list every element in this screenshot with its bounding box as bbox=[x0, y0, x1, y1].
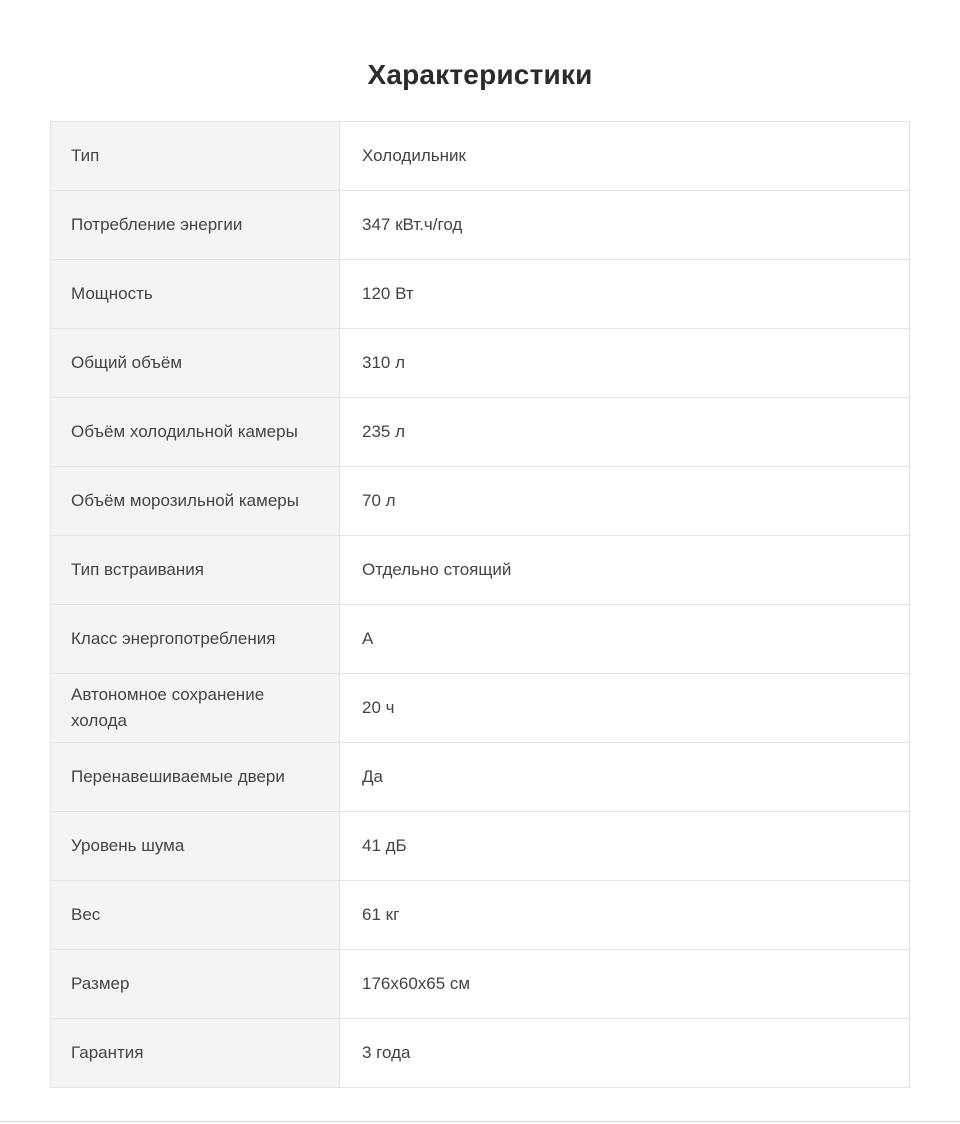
spec-value: 70 л bbox=[340, 467, 910, 536]
spec-label: Класс энергопотребления bbox=[51, 605, 340, 674]
spec-value: 120 Вт bbox=[340, 260, 910, 329]
spec-value: Да bbox=[340, 743, 910, 812]
bottom-divider bbox=[0, 1121, 960, 1122]
spec-label: Вес bbox=[51, 881, 340, 950]
spec-value: 3 года bbox=[340, 1019, 910, 1088]
spec-value: Отдельно стоящий bbox=[340, 536, 910, 605]
spec-value: 41 дБ bbox=[340, 812, 910, 881]
spec-value: Холодильник bbox=[340, 122, 910, 191]
table-row bbox=[51, 1019, 910, 1088]
spec-label: Автономное сохранение холода bbox=[51, 674, 340, 743]
table-row bbox=[51, 536, 910, 605]
table-row bbox=[51, 191, 910, 260]
table-row bbox=[51, 674, 910, 743]
spec-label: Перенавешиваемые двери bbox=[51, 743, 340, 812]
spec-label: Размер bbox=[51, 950, 340, 1019]
spec-value: 235 л bbox=[340, 398, 910, 467]
table-row bbox=[51, 743, 910, 812]
spec-label: Мощность bbox=[51, 260, 340, 329]
spec-value: 20 ч bbox=[340, 674, 910, 743]
table-row bbox=[51, 812, 910, 881]
table-row bbox=[51, 605, 910, 674]
table-row bbox=[51, 398, 910, 467]
spec-value: 310 л bbox=[340, 329, 910, 398]
spec-label: Объём морозильной камеры bbox=[51, 467, 340, 536]
table-row bbox=[51, 329, 910, 398]
spec-label: Уровень шума bbox=[51, 812, 340, 881]
spec-value: 61 кг bbox=[340, 881, 910, 950]
spec-label: Тип bbox=[51, 122, 340, 191]
spec-label: Потребление энергии bbox=[51, 191, 340, 260]
specs-table bbox=[50, 121, 910, 1088]
spec-label: Гарантия bbox=[51, 1019, 340, 1088]
table-row bbox=[51, 950, 910, 1019]
spec-label: Тип встраивания bbox=[51, 536, 340, 605]
spec-label: Общий объём bbox=[51, 329, 340, 398]
page-title: Характеристики bbox=[367, 58, 593, 90]
spec-label: Объём холодильной камеры bbox=[51, 398, 340, 467]
table-row bbox=[51, 881, 910, 950]
table-row bbox=[51, 467, 910, 536]
table-row bbox=[51, 260, 910, 329]
table-row bbox=[51, 122, 910, 191]
spec-value: 176х60х65 см bbox=[340, 950, 910, 1019]
spec-value: A bbox=[340, 605, 910, 674]
spec-value: 347 кВт.ч/год bbox=[340, 191, 910, 260]
